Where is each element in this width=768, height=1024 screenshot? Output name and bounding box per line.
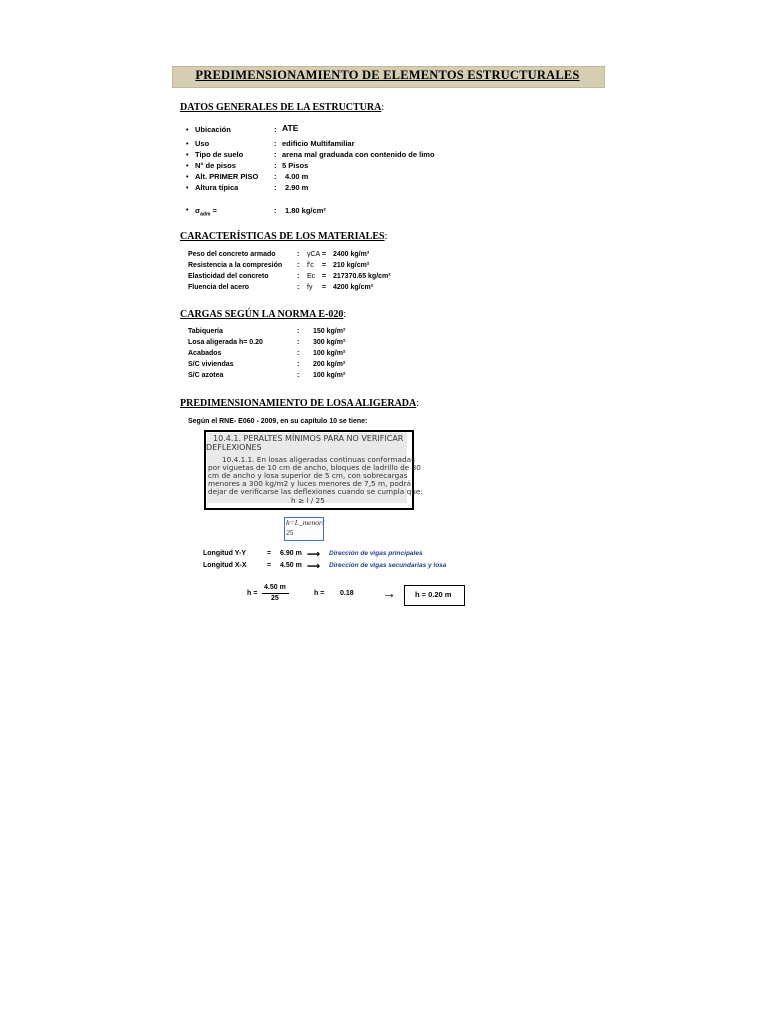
- datos-value: 2.90 m: [285, 183, 309, 192]
- code-line: dejar de verificarse las deflexiones cuando se cumpla que:: [208, 487, 423, 496]
- longitud-row: [203, 549, 423, 559]
- code-formula: h ≥ l / 25: [291, 496, 325, 505]
- longitud-label: Longitud Y-Y: [203, 550, 247, 557]
- calc-h2-value: 0.18: [340, 590, 354, 597]
- section-cargas-colon: :: [343, 309, 347, 320]
- code-line: menores a 300 kg/m2 y luces menores de 7,5 m, podrá: [208, 479, 411, 488]
- section-cargas-heading: CARGAS SEGÚN LA NORMA E-020: [180, 309, 344, 320]
- material-eq: =: [322, 262, 327, 269]
- carga-value: 150 kg/m²: [313, 328, 346, 335]
- datos-sep: :: [274, 125, 277, 134]
- section-datos-colon: :: [381, 102, 385, 113]
- formula-line-2: 25: [286, 528, 294, 537]
- material-eq: =: [322, 284, 327, 291]
- list-item: [188, 273, 391, 280]
- longitud-row: [203, 561, 447, 571]
- code-line: por viguetas de 10 cm de ancho, bloques de ladrillo de 30: [208, 463, 421, 472]
- list-item: [188, 350, 346, 357]
- sigma-symbol: $\sigma_{adm}$ =: [195, 206, 217, 218]
- calc-numerator: 4.50 m: [264, 584, 286, 591]
- material-label: Fluencia del acero: [188, 284, 250, 291]
- material-symbol: Ec: [307, 273, 316, 280]
- section-losa: [180, 393, 419, 411]
- carga-sep: :: [297, 361, 300, 368]
- datos-label: Altura típica: [195, 183, 239, 192]
- losa-intro: Según el RNE- E060 - 2009, en su capítulo 10 se tiene:: [188, 418, 368, 425]
- list-item: [186, 139, 355, 148]
- calc-result: h = 0.20 m: [415, 590, 452, 599]
- list-item: [188, 339, 346, 346]
- section-materiales-colon: :: [384, 231, 388, 242]
- material-sep: :: [297, 251, 300, 258]
- datos-sep: :: [274, 172, 277, 181]
- section-datos-heading: DATOS GENERALES DE LA ESTRUCTURA: [180, 102, 382, 113]
- sigma-value: 1.80 kg/cm²: [285, 206, 326, 215]
- bullet-icon: •: [186, 141, 189, 148]
- carga-value: 100 kg/m²: [313, 372, 346, 379]
- list-item: [186, 161, 309, 170]
- calc-h2-label: h =: [314, 590, 325, 597]
- page-title: PREDIMENSIONAMIENTO DE ELEMENTOS ESTRUCTURALES: [195, 68, 580, 82]
- section-losa-colon: :: [416, 398, 420, 409]
- carga-sep: :: [297, 328, 300, 335]
- datos-sep: :: [274, 139, 277, 148]
- section-datos: [180, 97, 384, 115]
- longitud-eq: =: [267, 562, 272, 569]
- carga-label: S/C viviendas: [188, 361, 234, 368]
- formula-line-1: h=L_menor/: [286, 518, 324, 527]
- code-line: 10.4.1.1. En losas aligeradas continuas conformadas: [222, 455, 415, 464]
- carga-label: Losa aligerada h= 0.20: [188, 339, 263, 346]
- longitud-label: Longitud X-X: [203, 562, 247, 569]
- list-item: [186, 183, 309, 192]
- material-sep: :: [297, 262, 300, 269]
- datos-value: 5 Pisos: [282, 161, 309, 170]
- material-value: 210 kg/cm²: [333, 262, 370, 269]
- datos-value: 4.00 m: [285, 172, 309, 181]
- material-symbol: f'c: [307, 262, 314, 269]
- datos-label: Ubicación: [195, 125, 231, 134]
- bullet-icon: •: [186, 163, 189, 170]
- list-item: [188, 284, 374, 291]
- material-symbol: fy: [307, 284, 313, 291]
- longitud-value: 6.90 m: [280, 550, 302, 557]
- section-materiales: [180, 226, 387, 244]
- material-value: 4200 kg/cm²: [333, 284, 374, 291]
- section-cargas: [180, 304, 346, 322]
- carga-sep: :: [297, 339, 300, 346]
- longitud-desc: Dirección de vigas secundarias y losa: [329, 562, 447, 569]
- material-value: 2400 kg/m³: [333, 251, 370, 258]
- material-label: Peso del concreto armado: [188, 251, 276, 258]
- list-item: [188, 262, 370, 269]
- longitud-value: 4.50 m: [280, 562, 302, 569]
- carga-sep: :: [297, 350, 300, 357]
- material-sep: :: [297, 273, 300, 280]
- bullet-icon: •: [186, 185, 189, 192]
- section-losa-heading: PREDIMENSIONAMIENTO DE LOSA ALIGERADA: [180, 398, 417, 409]
- material-value: 217370.65 kg/cm²: [333, 273, 391, 280]
- carga-label: S/C azotea: [188, 372, 224, 379]
- list-item: [186, 172, 309, 181]
- datos-label: Alt. PRIMER PISO: [195, 172, 259, 181]
- calc-h-label: h =: [247, 590, 258, 597]
- list-item: [188, 361, 346, 368]
- datos-label: Uso: [195, 139, 210, 148]
- list-item: [188, 328, 346, 335]
- arrow-right-icon: ⟶: [307, 561, 320, 571]
- carga-sep: :: [297, 372, 300, 379]
- sigma-item: [186, 205, 326, 218]
- bullet-icon: •: [186, 207, 189, 214]
- code-heading-2: DEFLEXIONES: [206, 443, 262, 452]
- datos-sep: :: [274, 161, 277, 170]
- carga-value: 200 kg/m²: [313, 361, 346, 368]
- fraction-bar: [262, 593, 289, 594]
- material-eq: =: [322, 251, 327, 258]
- bullet-icon: •: [186, 152, 189, 159]
- code-heading-1: 10.4.1. PERALTES MÍNIMOS PARA NO VERIFICAR: [213, 434, 404, 443]
- list-item: [186, 123, 299, 134]
- list-item: [186, 150, 435, 159]
- material-eq: =: [322, 273, 327, 280]
- calc-denominator: 25: [271, 595, 279, 602]
- bullet-icon: •: [186, 127, 189, 134]
- longitud-eq: =: [267, 550, 272, 557]
- list-item: [188, 372, 346, 379]
- material-symbol: γCA: [307, 251, 321, 258]
- section-materiales-heading: CARACTERÍSTICAS DE LOS MATERIALES: [180, 231, 385, 242]
- datos-value: arena mal graduada con contenido de limo: [282, 150, 435, 159]
- datos-sep: :: [274, 150, 277, 159]
- code-line: cm de ancho y losa superior de 5 cm, con sobrecargas: [208, 471, 408, 480]
- datos-value: ATE: [282, 123, 299, 133]
- material-label: Resistencia a la compresión: [188, 262, 283, 269]
- carga-value: 300 kg/m²: [313, 339, 346, 346]
- carga-label: Tabiquería: [188, 328, 223, 335]
- datos-value: edificio Multifamiliar: [282, 139, 355, 148]
- datos-label: N° de pisos: [195, 161, 236, 170]
- carga-value: 100 kg/m²: [313, 350, 346, 357]
- datos-sep: :: [274, 183, 277, 192]
- sigma-sep: :: [274, 206, 277, 215]
- arrow-right-icon: →: [382, 585, 396, 601]
- longitud-desc: Dirección de vigas principales: [329, 550, 423, 557]
- arrow-right-icon: ⟶: [307, 549, 320, 559]
- datos-label: Tipo de suelo: [195, 150, 244, 159]
- bullet-icon: •: [186, 174, 189, 181]
- carga-label: Acabados: [188, 350, 222, 357]
- list-item: [188, 251, 370, 258]
- material-label: Elasticidad del concreto: [188, 273, 269, 280]
- material-sep: :: [297, 284, 300, 291]
